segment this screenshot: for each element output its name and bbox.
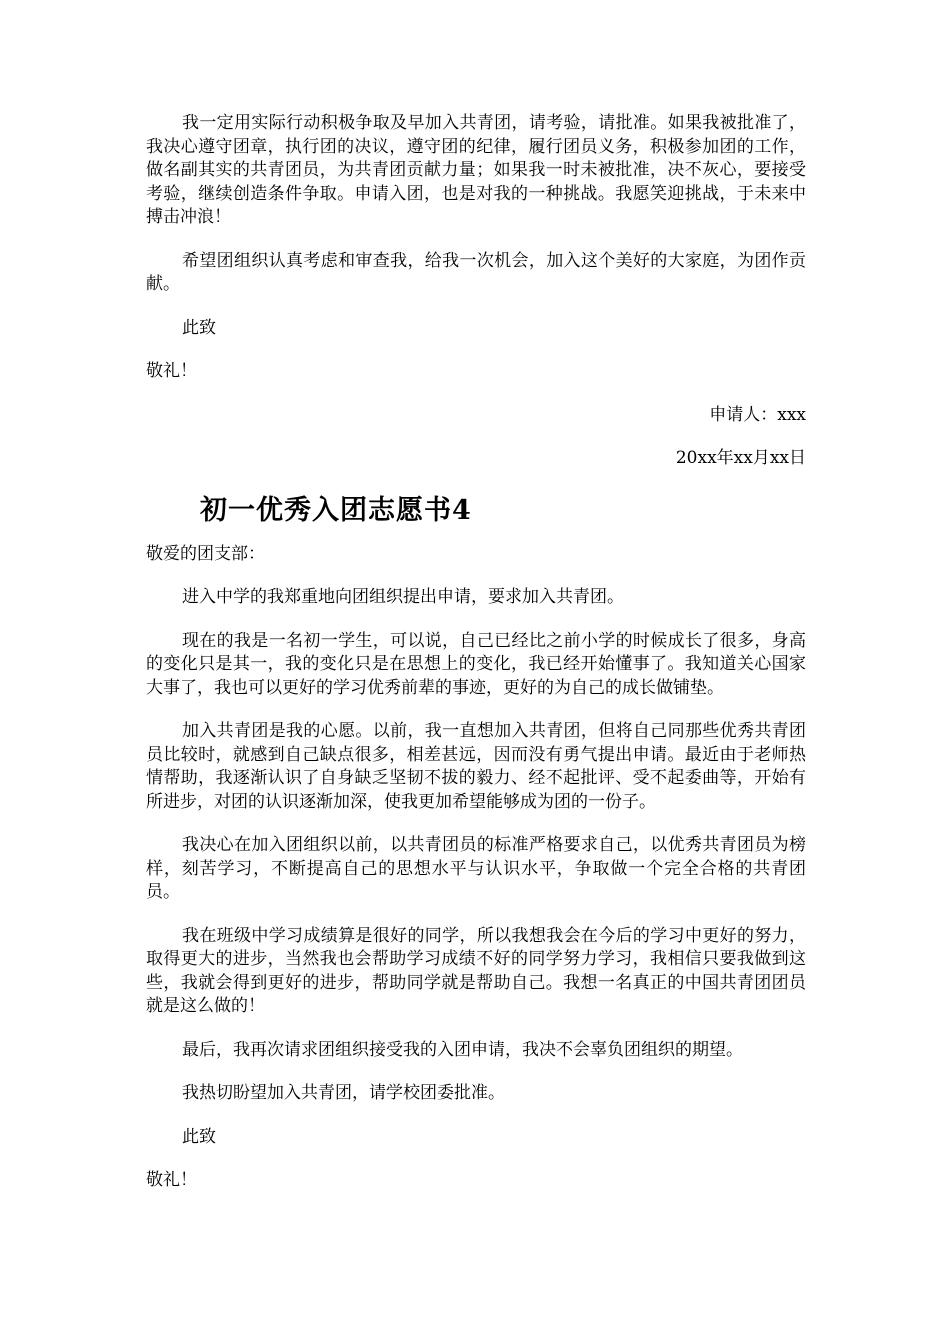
paragraph: 我热切盼望加入共青团，请学校团委批准。 xyxy=(182,1083,505,1103)
salute-text: 敬礼！ xyxy=(146,361,197,381)
paragraph: 加入共青团是我的心愿。以前，我一直想加入共青团，但将自己同那些优秀共青团员比较时，就感到自己缺点很多，相差甚远，因而没有勇气提出申请。最近由于老师热情帮助，我逐渐认识了自身缺乏坚韧不拔的毅力、经不起批评、受不起委曲等，开始有所进步，对团的认识逐渐加深，使我更加希望能够成为团的一份子。 xyxy=(146,721,806,812)
paragraph: 进入中学的我郑重地向团组织提出申请，要求加入共青团。 xyxy=(182,587,624,607)
applicant-signature: 申请人：xxx xyxy=(709,404,806,425)
paragraph: 希望团组织认真考虑和审查我，给我一次机会，加入这个美好的大家庭，为团作贡献。 xyxy=(146,250,806,294)
document-page xyxy=(146,112,806,1193)
date-line: 20xx年xx月xx日 xyxy=(675,448,806,468)
closing-text: 此致 xyxy=(182,1126,216,1147)
paragraph: 我决心在加入团组织以前，以共青团员的标准严格要求自己，以优秀共青团员为榜样，刻苦学习，不断提高自己的思想水平与认识水平，争取做一个完全合格的共青团员。 xyxy=(146,835,806,902)
paragraph: 现在的我是一名初一学生，可以说，自己已经比之前小学的时候成长了很多，身高的变化只是其一，我的变化只是在思想上的变化，我已经开始懂事了。我知道关心国家大事了，我也可以更好的学习优秀前辈的事迹，更好的为自己的成长做铺垫。 xyxy=(146,630,806,698)
paragraph: 我一定用实际行动积极争取及早加入共青团，请考验，请批准。如果我被批准了，我决心遵守团章，执行团的决议，遵守团的纪律，履行团员义务，积极参加团的工作，做名副其实的共青团员，为共青团贡献力量；如果我一时未被批准，决不灰心，要接受考验，继续创造条件争取。申请入团，也是对我的一种挑战。我愿笑迎挑战，于未来中搏击冲浪！ xyxy=(146,113,806,227)
closing-text: 此致 xyxy=(182,317,216,338)
salute-text: 敬礼！ xyxy=(146,1170,197,1190)
paragraph: 最后，我再次请求团组织接受我的入团申请，我决不会辜负团组织的期望。 xyxy=(182,1039,743,1060)
greeting: 敬爱的团支部： xyxy=(146,543,265,564)
paragraph: 我在班级中学习成绩算是很好的同学，所以我想我会在今后的学习中更好的努力，取得更大的进步，当然我也会帮助学习成绩不好的同学努力学习，我相信只要我做到这些，我就会得到更好的进步，帮助同学就是帮助自己。我想一名真正的中国共青团团员就是这么做的！ xyxy=(146,925,806,1016)
section-title: 初一优秀入团志愿书4 xyxy=(200,494,472,526)
